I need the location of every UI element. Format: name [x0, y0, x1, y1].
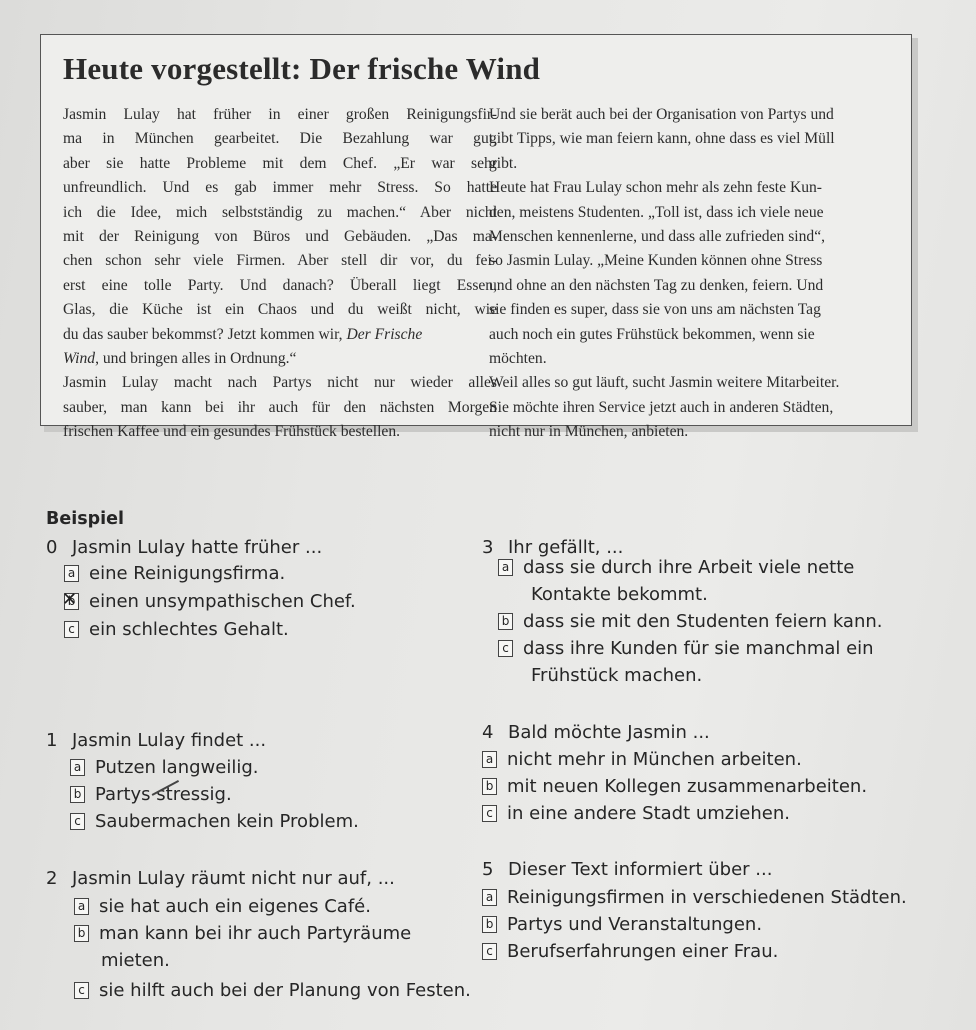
- checkbox-b[interactable]: b: [74, 925, 89, 942]
- checkbox-b[interactable]: b: [482, 916, 497, 933]
- article-line: Menschen kennenlerne, und dass alle zufrieden sind“,: [489, 228, 826, 246]
- checkbox-c[interactable]: c: [482, 805, 497, 822]
- question-stem: Bald möchte Jasmin ...: [508, 722, 710, 743]
- company-name: Wind: [63, 350, 96, 368]
- option-text: nicht mehr in München arbeiten.: [507, 749, 802, 770]
- question-number: 3: [482, 537, 494, 558]
- checkbox-b[interactable]: b: [498, 613, 513, 630]
- question-0: [46, 537, 322, 558]
- option-0a[interactable]: [64, 563, 285, 584]
- option-text: man kann bei ihr auch Partyräume: [99, 923, 412, 944]
- option-4b[interactable]: [482, 776, 867, 797]
- article-line: Weil alles so gut läuft, sucht Jasmin weitere Mitarbeiter.: [489, 374, 840, 392]
- checkbox-c[interactable]: c: [482, 943, 497, 960]
- article-line: nicht nur in München, anbieten.: [489, 423, 689, 441]
- option-text: dass sie mit den Studenten feiern kann.: [523, 611, 883, 632]
- article-line: Sie möchte ihren Service jetzt auch in anderen Städten,: [489, 398, 834, 416]
- article-line: Heute hat Frau Lulay schon mehr als zehn feste Kun-: [489, 179, 822, 197]
- article-line: und ohne an den nächsten Tag zu denken, feiern. Und: [489, 276, 824, 294]
- option-text: Saubermachen kein Problem.: [95, 811, 359, 832]
- option-0b[interactable]: [64, 591, 356, 612]
- option-text: Partys und Veranstaltungen.: [507, 914, 763, 935]
- option-text: Reinigungsfirmen in verschiedenen Städten.: [507, 887, 907, 908]
- checkbox-c[interactable]: c: [64, 621, 79, 638]
- question-4: [482, 722, 710, 743]
- article-line: unfreundlich. Und es gab immer mehr Stress. So hatte: [63, 179, 497, 197]
- article-line: den, meistens Studenten. „Toll ist, dass ich viele neue: [489, 203, 824, 221]
- article-line-text: , und bringen alles in Ordnung.“: [95, 350, 297, 368]
- option-4a[interactable]: [482, 749, 802, 770]
- option-text: eine Reinigungsfirma.: [89, 563, 286, 584]
- checkbox-c[interactable]: c: [74, 982, 89, 999]
- article-line: auch noch ein gutes Frühstück bekommen, wenn sie: [489, 325, 815, 343]
- question-1: [46, 730, 266, 751]
- option-3b[interactable]: [498, 611, 883, 632]
- question-5: [482, 859, 772, 880]
- checkbox-a[interactable]: a: [498, 559, 513, 576]
- company-name: Der Frische: [346, 325, 423, 343]
- article-line: mit der Reinigung von Büros und Gebäuden. „Das ma-: [63, 228, 497, 246]
- article-line: aber sie hatte Probleme mit dem Chef. „Er war sehr: [63, 154, 497, 172]
- question-stem: Jasmin Lulay räumt nicht nur auf, ...: [72, 868, 395, 889]
- article-line: chen schon sehr viele Firmen. Aber stell dir vor, du fei-: [63, 252, 497, 270]
- option-text: in eine andere Stadt umziehen.: [507, 803, 790, 824]
- question-stem: Jasmin Lulay hatte früher ...: [72, 537, 323, 558]
- article-line: ma in München gearbeitet. Die Bezahlung war gut,: [63, 130, 497, 148]
- option-text: mit neuen Kollegen zusammenarbeiten.: [507, 776, 868, 797]
- option-5a[interactable]: [482, 887, 907, 908]
- option-text: sie hilft auch bei der Planung von Festen.: [99, 980, 471, 1001]
- checkbox-letter: b: [67, 594, 76, 608]
- checkbox-a[interactable]: a: [482, 751, 497, 768]
- option-text: Partys stressig.: [95, 784, 232, 805]
- option-2c[interactable]: [74, 980, 471, 1001]
- option-text: dass sie durch ihre Arbeit viele nette: [523, 557, 855, 578]
- article-line: erst eine tolle Party. Und danach? Überall liegt Essen,: [63, 276, 497, 294]
- article-line: Jasmin Lulay hat früher in einer großen Reinigungsfir-: [63, 106, 497, 123]
- question-3: [482, 537, 623, 558]
- article-line: Jasmin Lulay macht nach Partys nicht nur wieder alles: [63, 374, 497, 392]
- checkbox-a[interactable]: a: [482, 889, 497, 906]
- option-5c[interactable]: [482, 941, 778, 962]
- checkbox-c[interactable]: c: [498, 640, 513, 657]
- checkbox-a[interactable]: a: [64, 565, 79, 582]
- question-number: 1: [46, 730, 58, 751]
- option-5b[interactable]: [482, 914, 762, 935]
- option-3a[interactable]: [498, 557, 854, 578]
- option-1c[interactable]: [70, 811, 359, 832]
- article-line: Glas, die Küche ist ein Chaos und du weißt nicht, wie: [63, 301, 497, 319]
- option-text: Berufserfahrungen einer Frau.: [507, 941, 779, 962]
- question-2: [46, 868, 395, 889]
- checkbox-b[interactable]: b: [482, 778, 497, 795]
- article-line-text: du das sauber bekommst? Jetzt kommen wir,: [63, 325, 347, 343]
- article-line: möchten.: [489, 350, 547, 368]
- article-line: so Jasmin Lulay. „Meine Kunden können ohne Stress: [489, 252, 823, 270]
- checkbox-b[interactable]: b: [70, 786, 85, 803]
- checkbox-b-checked[interactable]: [64, 593, 79, 610]
- option-text: dass ihre Kunden für sie manchmal ein: [523, 638, 874, 659]
- checkbox-a[interactable]: a: [74, 898, 89, 915]
- option-text: einen unsympathischen Chef.: [89, 591, 356, 612]
- question-number: 5: [482, 859, 494, 880]
- checkbox-c[interactable]: c: [70, 813, 85, 830]
- question-number: 4: [482, 722, 494, 743]
- option-2a[interactable]: [74, 896, 371, 917]
- question-stem: Dieser Text informiert über ...: [508, 859, 773, 880]
- question-stem: Jasmin Lulay findet ...: [72, 730, 267, 751]
- article-line: ich die Idee, mich selbstständig zu machen.“ Aber nicht: [63, 203, 497, 221]
- question-number: 0: [46, 537, 58, 558]
- option-continuation: mieten.: [101, 950, 170, 971]
- article-line: gibt Tipps, wie man feiern kann, ohne dass es viel Müll: [489, 130, 835, 148]
- article-line: sie finden es super, dass sie von uns am nächsten Tag: [489, 301, 821, 319]
- question-stem: Ihr gefällt, ...: [508, 537, 624, 558]
- article-line: frischen Kaffee und ein gesundes Frühstück bestellen.: [63, 423, 401, 441]
- article-title: Heute vorgestellt: Der frische Wind: [63, 51, 541, 86]
- option-2b[interactable]: [74, 923, 411, 944]
- option-text: Putzen langweilig.: [95, 757, 259, 778]
- question-number: 2: [46, 868, 58, 889]
- article-line: Und sie berät auch bei der Organisation von Partys und: [489, 106, 834, 123]
- option-1b[interactable]: [70, 784, 232, 805]
- checkbox-a[interactable]: a: [70, 759, 85, 776]
- option-text: sie hat auch ein eigenes Café.: [99, 896, 371, 917]
- option-text: ein schlechtes Gehalt.: [89, 619, 289, 640]
- article-line: sauber, man kann bei ihr auch für den nächsten Morgen: [63, 398, 497, 416]
- article-line: gibt.: [489, 154, 518, 172]
- example-label: Beispiel: [46, 509, 125, 529]
- option-continuation: Kontakte bekommt.: [531, 584, 708, 605]
- option-4c[interactable]: [482, 803, 790, 824]
- option-1a[interactable]: [70, 757, 258, 778]
- option-continuation: Frühstück machen.: [531, 665, 703, 686]
- option-3c[interactable]: [498, 638, 874, 659]
- option-0c[interactable]: [64, 619, 289, 640]
